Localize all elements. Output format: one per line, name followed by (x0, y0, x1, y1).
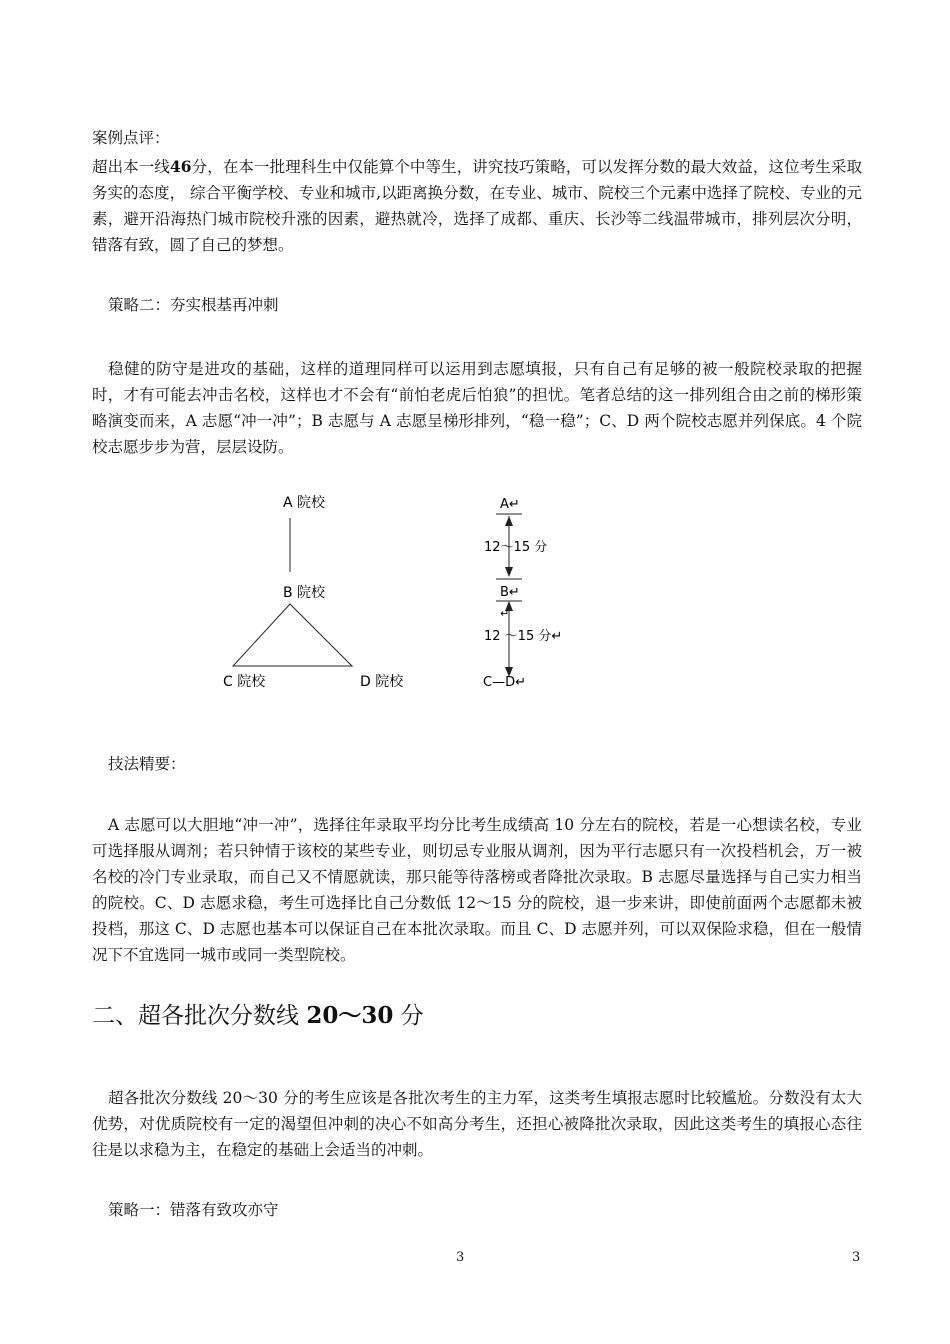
right-arrowhead-up-1 (505, 516, 513, 526)
right-node-cd: C—D↵ (483, 675, 526, 690)
technique-title: 技法精要： (108, 755, 186, 773)
bold-score: 46 (169, 157, 192, 176)
case-review-paragraph: 超出本一线46分，在本一批理科生中仅能算个中等生，讲究技巧策略，可以发挥分数的最大效益，这位考生采取务实的态度， 综合平衡学校、专业和城市,以距离换分数，在专业、城市、院校三个元素中选择了院校、专业的元素，避开沿海热门城市院校升涨的因素，避热就冷，选择了成都、重庆、长沙等二线温带城市，排列层次分明，错落有致，圆了自己的梦想。 (92, 157, 862, 254)
strategy-one-title: 策略一：错落有致攻亦守 (108, 1201, 279, 1219)
right-gap-label-1: 12～15 分 (484, 540, 548, 555)
left-triangle (233, 604, 352, 666)
footer-page-number-right: 3 (852, 1250, 861, 1265)
left-node-c: C 院校 (223, 674, 266, 690)
section-two-paragraph: 超各批次分数线 20～30 分的考生应该是各批次考生的主力军，这类考生填报志愿时比较尴尬。分数没有太大优势，对优质院校有一定的渴望但冲刺的决心不如高分考生，还担心被降批次录取，因此这类考生的填报心态往往是以求稳为主，在稳定的基础上会适当的冲刺。 (92, 1089, 862, 1159)
case-review-label: 案例点评： (92, 129, 170, 147)
strategy-diagram (0, 480, 950, 710)
technique-paragraph: A 志愿可以大胆地“冲一冲”，选择往年录取平均分比考生成绩高 10 分左右的院校，若是一心想读名校，专业可选择服从调剂；若只钟情于该校的某些专业，则切忌专业服从调剂，因为平行志愿只有一次投档机会，万一被名校的冷门专业录取，而自己又不情愿就读，那只能等待落榜或者降批次录取。B 志愿尽量选择与自己实力相当的院校。C、D 志愿求稳，考生可选择比自己分数低 12～15 分的院校，退一步来讲，即使前面两个志愿都未被投档，那这 C、D 志愿也基本可以保证自己在本批次录取。而且 C、D 志愿并列，可以双保险求稳，但在一般情况下不宜选同一城市或同一类型院校。 (92, 816, 862, 964)
section-two-heading: 二、超各批次分数线 20～30 分 (92, 1002, 424, 1029)
right-gap-label-2: 12 ～15 分↵ (484, 629, 563, 644)
left-node-a: A 院校 (283, 495, 326, 511)
right-node-b: B↵ (500, 585, 520, 600)
footer-page-number-center: 3 (456, 1250, 465, 1265)
right-arrowhead-down-1 (505, 567, 513, 577)
strategy-two-title: 策略二：夯实根基再冲刺 (108, 296, 279, 314)
strategy-two-paragraph: 稳健的防守是进攻的基础，这样的道理同样可以运用到志愿填报，只有自己有足够的被一般院校录取的把握时，才有可能去冲击名校，这样也才不会有“前怕老虎后怕狼”的担忧。笔者总结的这一排列组合由之前的梯形策略演变而来，A 志愿“冲一冲”；B 志愿与 A 志愿呈梯形排列，“稳一稳”；C、D 两个院校志愿并列保底。4 个院校志愿步步为营，层层设防。 (92, 360, 862, 456)
right-return-mark: ↵ (500, 607, 510, 620)
left-node-d: D 院校 (360, 674, 404, 690)
right-node-a: A↵ (500, 497, 520, 512)
left-node-b: B 院校 (283, 585, 326, 601)
